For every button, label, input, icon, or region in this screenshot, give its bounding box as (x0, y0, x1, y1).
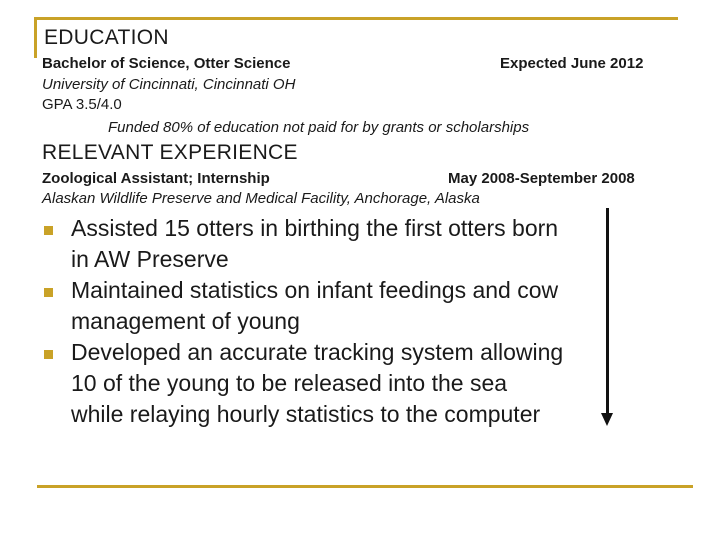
down-arrow-icon (606, 208, 609, 416)
list-item (44, 337, 564, 430)
square-bullet-icon (44, 350, 53, 359)
top-rule (34, 17, 678, 20)
university-text: University of Cincinnati, Cincinnati OH (42, 76, 296, 93)
expected-date: Expected June 2012 (500, 55, 644, 72)
experience-bullet-list (44, 213, 564, 430)
gpa-text: GPA 3.5/4.0 (42, 96, 122, 113)
experience-dates: May 2008-September 2008 (448, 170, 635, 187)
bottom-rule (37, 485, 693, 488)
bullet-text: Assisted 15 otters in birthing the first otters born in AW Preserve (71, 215, 559, 272)
arrow-head-icon (601, 413, 613, 426)
list-item (44, 275, 564, 337)
bullet-text: Developed an accurate tracking system allowing 10 of the young to be released into the sea while relaying hourly statistics to the computer (71, 339, 564, 427)
degree-text: Bachelor of Science, Otter Science (42, 55, 291, 72)
left-rule (34, 17, 37, 58)
place-text: Alaskan Wildlife Preserve and Medical Facility, Anchorage, Alaska (42, 190, 480, 207)
education-heading: EDUCATION (44, 26, 169, 49)
role-text: Zoological Assistant; Internship (42, 170, 270, 187)
square-bullet-icon (44, 288, 53, 297)
experience-heading: RELEVANT EXPERIENCE (42, 141, 298, 164)
bullet-text: Maintained statistics on infant feedings and cow management of young (71, 277, 559, 334)
funding-note: Funded 80% of education not paid for by grants or scholarships (108, 119, 530, 136)
square-bullet-icon (44, 226, 53, 235)
list-item (44, 213, 564, 275)
